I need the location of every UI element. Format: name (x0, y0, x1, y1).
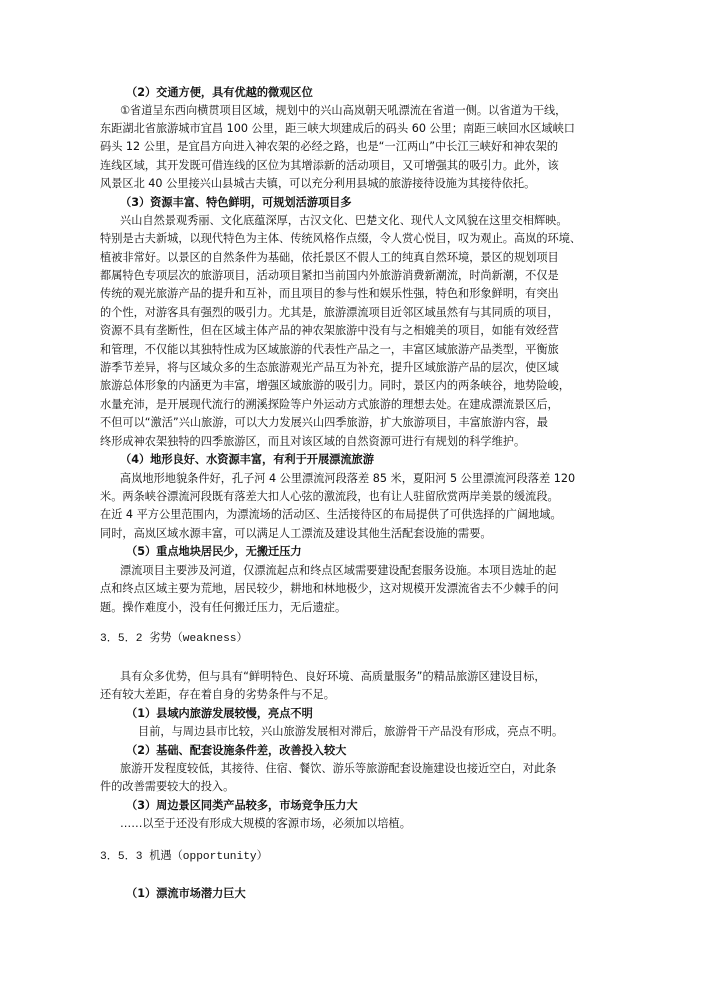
paragraph-line: 传统的观光旅游产品的提升和互补，而且项目的参与性和娱乐性强，特色和形象鲜明，有突出 (100, 287, 559, 300)
paragraph-line: 在近 4 平方公里范围内，为漂流场的活动区、生活接待区的布局提供了可供选择的广阔地域。 (100, 508, 562, 521)
paragraph-line: 资源不具有垄断性，但在区域主体产品的神农架旅游中没有与之相媲美的项目，如能有效经营 (100, 324, 559, 337)
paragraph-line: 目前，与周边县市比较，兴山旅游发展相对滞后，旅游骨干产品没有形成，亮点不明。 (138, 725, 564, 738)
paragraph-line: 连线区域，其开发既可借连线的区位为其增添新的活动项目，又可增强其的吸引力。此外，该 (100, 159, 559, 172)
section-heading-opportunity: 3．5．3 机遇（opportunity） (100, 851, 268, 863)
paragraph-line: 游季节差异，将与区域众多的生态旅游观光产品互为补充，提升区域旅游产品的层次，使区域 (100, 361, 559, 374)
paragraph-line: 漂流项目主要涉及河道，仅漂流起点和终点区域需要建设配套服务设施。本项目选址的起 (120, 564, 557, 577)
section-heading-weakness: 3．5．2 劣势（weakness） (100, 633, 248, 645)
heading-traffic-convenience: （2）交通方便，具有优越的微观区位 (126, 86, 313, 99)
paragraph-line: 和管理，不仅能以其独特性成为区域旅游的代表性产品之一，丰富区域旅游产品类型，平衡旅 (100, 343, 559, 356)
paragraph-line: 同时，高岚区域水源丰富，可以满足人工漂流及建设其他生活配套设施的需要。 (100, 527, 492, 540)
paragraph-line: 点和终点区域主要为荒地，居民较少，耕地和林地极少，这对规模开发漂流省去不少棘手的问 (100, 582, 559, 595)
paragraph-line: ……以至于还没有形成大规模的客源市场，必须加以培植。 (120, 817, 411, 830)
paragraph-line: 的个性，对游客具有强烈的吸引力。尤其是，旅游漂流项目近邻区域虽然有与其同质的项目， (100, 306, 559, 319)
paragraph-line: 兴山自然景观秀丽、文化底蕴深厚，古汉文化、巴楚文化、现代人文风貌在这里交相辉映。 (120, 214, 568, 227)
paragraph-line: ①省道呈东西向横贯项目区域，规划中的兴山高岚朝天吼漂流在省道一侧。以省道为干线， (120, 104, 567, 117)
paragraph-line: 码头 12 公里，是宜昌方向进入神农架的必经之路，也是“一江两山”中长江三峡好和神农架的 (100, 140, 559, 153)
paragraph-line: 水量充沛，是开展现代流行的溯溪探险等户外运动方式旅游的理想去处。在建成漂流景区后， (100, 398, 559, 411)
heading-poor-infrastructure: （2）基础、配套设施条件差，改善投入较大 (126, 744, 347, 757)
paragraph-line: 终形成神农架独特的四季旅游区，而且对该区域的自然资源可进行有规划的科学维护。 (100, 435, 526, 448)
paragraph-line: 风景区北 40 公里接兴山县城古夫镇，可以充分利用县城的旅游接待设施为其接待依托。 (100, 177, 536, 190)
paragraph-line: 件的改善需要较大的投入。 (100, 780, 235, 793)
heading-market-competition: （3）周边景区同类产品较多，市场竞争压力大 (126, 799, 358, 812)
paragraph-line: 题。操作难度小，没有任何搬迁压力，无后遗症。 (100, 601, 347, 614)
heading-rich-resources: （3）资源丰富、特色鲜明，可规划活游项目多 (120, 196, 352, 209)
heading-rafting-market-potential: （1）漂流市场潜力巨大 (126, 887, 246, 900)
paragraph-line: 不但可以“激活”兴山旅游，可以大力发展兴山四季旅游，扩大旅游项目，丰富旅游内容，最 (100, 416, 548, 429)
heading-slow-development: （1）县域内旅游发展较慢，亮点不明 (126, 707, 313, 720)
heading-terrain-water: （4）地形良好、水资源丰富，有利于开展漂流旅游 (120, 453, 374, 466)
paragraph-line: 东距湖北省旅游城市宜昌 100 公里，距三峡大坝建成后的码头 60 公里；南距三峡回水区域峡口 (100, 122, 575, 135)
paragraph-line: 旅游开发程度较低，其接待、住宿、餐饮、游乐等旅游配套设施建设也接近空白，对此条 (120, 762, 557, 775)
paragraph-line: 旅游总体形象的内涵更为丰富，增强区域旅游的吸引力。同时，景区内的两条峡谷，地势险峻， (100, 379, 570, 392)
paragraph-line: 植被非常好。以景区的自然条件为基础，依托景区不假人工的纯真自然环境，景区的规划项目 (100, 251, 559, 264)
paragraph-line: 高岚地形地貌条件好，孔子河 4 公里漂流河段落差 85 米，夏阳河 5 公里漂流河段落差 120 (120, 472, 576, 485)
paragraph-line: 具有众多优势，但与具有“鲜明特色、良好环境、高质量服务”的精品旅游区建设目标， (120, 670, 546, 683)
paragraph-line: 米。两条峡谷漂流河段既有落差大扣人心弦的激流段，也有让人驻留欣赏两岸美景的缓流段。 (100, 490, 559, 503)
paragraph-line: 特别是古夫新城，以现代特色为主体、传统风格作点缀，令人赏心悦目，叹为观止。高岚的环境、 (100, 232, 582, 245)
paragraph-line: 都属特色专项层次的旅游项目，活动项目紧扣当前国内外旅游消费新潮流，时尚新潮，不仅是 (100, 269, 559, 282)
paragraph-line: 还有较大差距，存在着自身的劣势条件与不足。 (100, 688, 335, 701)
heading-few-residents: （5）重点地块居民少，无搬迁压力 (126, 545, 302, 558)
